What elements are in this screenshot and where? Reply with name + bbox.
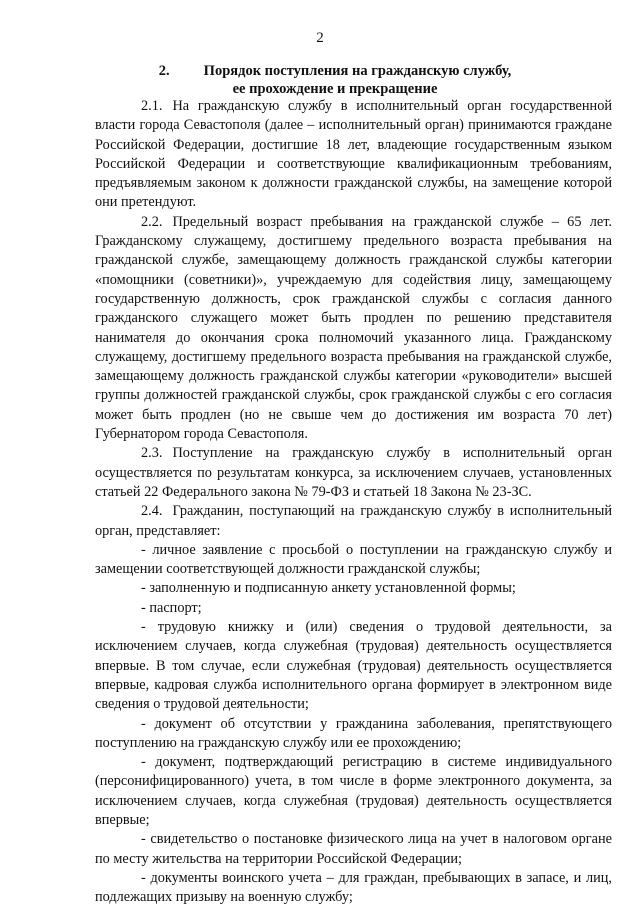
paragraph-text: На гражданскую службу в исполнительный орган государственной власти города Севастополя (далее – исполнительный орган) принимаются граждане Российской Федерации, достигшие 18 лет, владеющие государственным языком Российской Федерации и соответствующие квалификационным требованиям, предъявляемым законом к должности гражданской службы, на замещение которой они претендуют. [95, 98, 612, 211]
section-title-line-2: ее прохождение и прекращение [232, 81, 438, 97]
list-item: - документы воинского учета – для граждан, пребывающих в запасе, и лиц, подлежащих призыву на военную службу; [95, 869, 612, 906]
paragraph-text: Поступление на гражданскую службу в исполнительный орган осуществляется по результатам конкурса, за исключением случаев, установленных статьей 22 Федерального закона № 79-ФЗ и статьей 18 Закона № 23-ЗС. [95, 445, 612, 500]
paragraph-number: 2.3. [141, 445, 163, 462]
section-title-line-1: Порядок поступления на гражданскую службу, [203, 63, 512, 79]
paragraph-text: Гражданин, поступающий на гражданскую службу в исполнительный орган, представляет: [95, 503, 612, 539]
list-item: - трудовую книжку и (или) сведения о трудовой деятельности, за исключением случаев, когда служебная (трудовая) деятельность осуществляется впервые. В том случае, если служебная (трудовая) деятельность осуществляется впервые, кадровая служба исполнительного органа формирует в электронном виде сведения о трудовой деятельности; [95, 619, 612, 713]
section-heading-line-1 [95, 62, 575, 80]
list-item: - личное заявление с просьбой о поступлении на гражданскую службу и замещении соответствующей должности гражданской службы; [95, 541, 612, 578]
paragraph-2-2 [95, 213, 612, 445]
paragraph-text: Предельный возраст пребывания на гражданской службе – 65 лет. Гражданскому служащему, достигшему предельного возраста пребывания на гражданской службе, замещающему должность гражданской службы категории «помощники (советники)», учреждаемую для содействия лицу, замещающему государственную должность, срок гражданской службы с согласия данного гражданского служащего может быть продлен по решению представителя нанимателя до окончания срока полномочий указанного лица. Гражданскому служащему, достигшему предельного возраста пребывания на гражданской службе, замещающему должность гражданской службы категории «руководители» высшей группы должностей гражданской службы, срок гражданской службы с его согласия может быть продлен (но не свыше чем до достижения им возраста 70 лет) Губернатором города Севастополя. [95, 213, 612, 443]
paragraph-number: 2.4. [141, 503, 163, 520]
list-item: - документ, подтверждающий регистрацию в системе индивидуального (персонифицированного) учета, в том числе в форме электронного документа, за исключением случаев, когда служебная (трудовая) деятельность осуществляется впервые; [95, 754, 612, 828]
list-item: - заполненную и подписанную анкету установленной формы; [141, 580, 516, 597]
paragraph-2-3 [95, 444, 612, 502]
paragraph-number: 2.2. [141, 213, 163, 230]
list-item: - паспорт; [141, 599, 202, 616]
list-item: - свидетельство о постановке физического лица на учет в налоговом органе по месту жительства на территории Российской Федерации; [95, 831, 612, 867]
document-body [95, 97, 612, 907]
paragraph-number: 2.1. [141, 98, 163, 114]
list-item: - документ об отсутствии у гражданина заболевания, препятствующего поступлению на гражданскую службу или ее прохождению; [95, 715, 612, 751]
section-heading [95, 62, 575, 98]
paragraph-2-4 [95, 502, 612, 541]
paragraph-2-1 [95, 97, 612, 213]
section-number: 2. [158, 63, 170, 79]
page-number: 2 [316, 30, 324, 46]
